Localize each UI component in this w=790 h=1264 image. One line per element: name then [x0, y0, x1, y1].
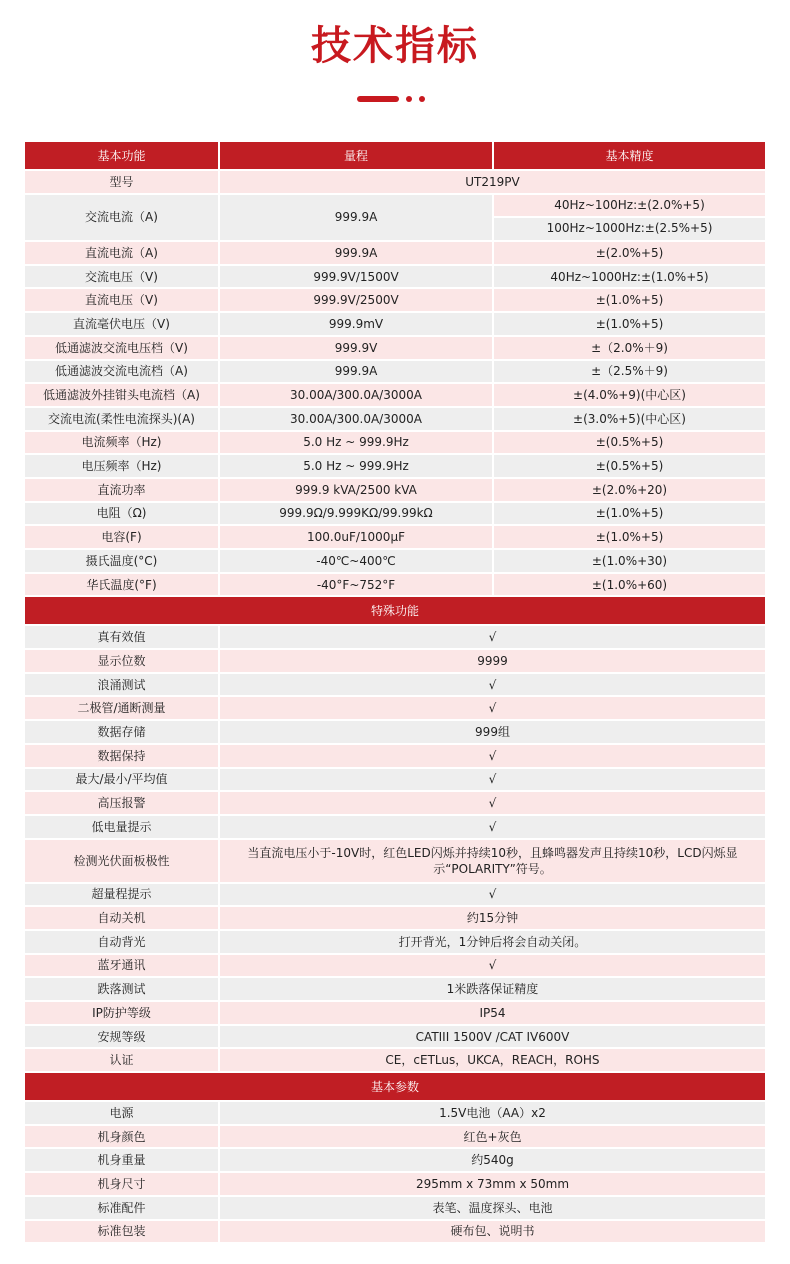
row-label: 跌落测试 — [25, 978, 218, 1000]
row-label: 电压频率（Hz) — [25, 455, 218, 477]
row-range: 100.0uF/1000μF — [220, 526, 492, 548]
header-accuracy: 基本精度 — [494, 142, 765, 169]
table-row — [25, 242, 765, 264]
row-value: 1.5V电池（AA）x2 — [220, 1102, 765, 1124]
row-accuracy: ±(1.0%+60) — [494, 574, 765, 596]
table-row — [25, 479, 765, 501]
table-row — [25, 1126, 765, 1148]
table-row — [25, 907, 765, 929]
section-heading: 特殊功能 — [25, 597, 765, 624]
table-row — [25, 1102, 765, 1124]
decoration-dot — [419, 96, 425, 102]
table-row — [25, 769, 765, 791]
row-label: 机身颜色 — [25, 1126, 218, 1148]
table-row — [25, 432, 765, 454]
row-range: 999.9V/1500V — [220, 266, 492, 288]
row-label: 低通滤波外挂钳头电流档（A) — [25, 384, 218, 406]
row-value: 硬布包、说明书 — [220, 1221, 765, 1243]
row-label: 真有效值 — [25, 626, 218, 648]
row-label: 数据保持 — [25, 745, 218, 767]
row-label: 数据存储 — [25, 721, 218, 743]
table-row — [25, 384, 765, 406]
row-label: 交流电压（V) — [25, 266, 218, 288]
row-value: √ — [220, 626, 765, 648]
row-range: 999.9Ω/9.999KΩ/99.99kΩ — [220, 503, 492, 525]
row-accuracy: ±(3.0%+5)(中心区) — [494, 408, 765, 430]
row-label: 直流功率 — [25, 479, 218, 501]
row-label: 电阻（Ω) — [25, 503, 218, 525]
row-value: 1米跌落保证精度 — [220, 978, 765, 1000]
table-header — [25, 142, 765, 169]
header-function: 基本功能 — [25, 142, 218, 169]
row-label: 电流频率（Hz) — [25, 432, 218, 454]
row-value: CATIII 1500V /CAT IV600V — [220, 1026, 765, 1048]
row-label: 华氏温度(°F) — [25, 574, 218, 596]
row-label: 自动背光 — [25, 931, 218, 953]
row-value: √ — [220, 769, 765, 791]
row-value: IP54 — [220, 1002, 765, 1024]
table-row-ac-current — [25, 195, 765, 240]
row-value: √ — [220, 674, 765, 696]
table-row — [25, 408, 765, 430]
row-label: 标准配件 — [25, 1197, 218, 1219]
row-range: 999.9A — [220, 242, 492, 264]
table-row — [25, 1026, 765, 1048]
table-row-model — [25, 171, 765, 193]
row-range: 5.0 Hz ~ 999.9Hz — [220, 455, 492, 477]
row-range: 999.9V/2500V — [220, 289, 492, 311]
spec-table — [23, 140, 767, 1244]
table-row — [25, 721, 765, 743]
row-label: 最大/最小/平均值 — [25, 769, 218, 791]
row-value: CE，cETLus，UKCA，REACH，ROHS — [220, 1049, 765, 1071]
row-label: 超量程提示 — [25, 884, 218, 906]
row-range: 30.00A/300.0A/3000A — [220, 408, 492, 430]
row-label: 机身重量 — [25, 1149, 218, 1171]
row-accuracy: ±(1.0%+5) — [494, 526, 765, 548]
row-range: 999.9A — [220, 361, 492, 383]
table-row — [25, 1173, 765, 1195]
row-value: UT219PV — [220, 171, 765, 193]
row-accuracy: ±（2.0%＋9) — [494, 337, 765, 359]
row-label: 交流电流(柔性电流探头)(A) — [25, 408, 218, 430]
row-label: 电容(F) — [25, 526, 218, 548]
row-label: 认证 — [25, 1049, 218, 1071]
row-accuracy: ±(2.0%+5) — [494, 242, 765, 264]
decoration-dot — [406, 96, 412, 102]
row-label: 电源 — [25, 1102, 218, 1124]
row-range: 999.9 kVA/2500 kVA — [220, 479, 492, 501]
row-value: 9999 — [220, 650, 765, 672]
row-label: 交流电流（A) — [25, 195, 218, 240]
section-special-functions — [25, 597, 765, 624]
row-label: 标准包装 — [25, 1221, 218, 1243]
row-accuracy: 40Hz~1000Hz:±(1.0%+5) — [494, 266, 765, 288]
table-row — [25, 313, 765, 335]
row-label: 直流毫伏电压（V) — [25, 313, 218, 335]
spec-body — [25, 171, 765, 1242]
row-range: 30.00A/300.0A/3000A — [220, 384, 492, 406]
row-value: 红色+灰色 — [220, 1126, 765, 1148]
accuracy-low-freq: 40Hz~100Hz:±(2.0%+5) — [494, 195, 765, 219]
row-accuracy: ±(1.0%+5) — [494, 289, 765, 311]
table-row — [25, 526, 765, 548]
table-row — [25, 816, 765, 838]
row-value: 295mm x 73mm x 50mm — [220, 1173, 765, 1195]
row-accuracy: ±(0.5%+5) — [494, 432, 765, 454]
section-heading: 基本参数 — [25, 1073, 765, 1100]
row-accuracy: ±(2.0%+20) — [494, 479, 765, 501]
row-label: 检测光伏面板极性 — [25, 840, 218, 882]
row-accuracy: ±（2.5%＋9) — [494, 361, 765, 383]
row-range: -40°F~752°F — [220, 574, 492, 596]
row-label: 机身尺寸 — [25, 1173, 218, 1195]
table-row — [25, 503, 765, 525]
row-value: 表笔、温度探头、电池 — [220, 1197, 765, 1219]
table-row — [25, 745, 765, 767]
row-label: 直流电压（V) — [25, 289, 218, 311]
row-range: -40℃~400℃ — [220, 550, 492, 572]
table-row — [25, 574, 765, 596]
table-row — [25, 1049, 765, 1071]
row-range: 999.9V — [220, 337, 492, 359]
row-label: 二极管/通断测量 — [25, 697, 218, 719]
row-label: 蓝牙通讯 — [25, 955, 218, 977]
row-value: 打开背光，1分钟后将会自动关闭。 — [220, 931, 765, 953]
row-accuracy: ±(1.0%+30) — [494, 550, 765, 572]
row-accuracy: ±(1.0%+5) — [494, 313, 765, 335]
row-label: 低通滤波交流电压档（V) — [25, 337, 218, 359]
table-row — [25, 792, 765, 814]
table-row — [25, 650, 765, 672]
table-row — [25, 1197, 765, 1219]
row-value: 999组 — [220, 721, 765, 743]
table-row — [25, 978, 765, 1000]
table-row — [25, 1221, 765, 1243]
row-value: √ — [220, 697, 765, 719]
table-row — [25, 361, 765, 383]
row-label: 低电量提示 — [25, 816, 218, 838]
row-value: 约15分钟 — [220, 907, 765, 929]
table-row — [25, 955, 765, 977]
row-label: 安规等级 — [25, 1026, 218, 1048]
row-value: √ — [220, 955, 765, 977]
row-label: IP防护等级 — [25, 1002, 218, 1024]
table-row — [25, 697, 765, 719]
row-label: 自动关机 — [25, 907, 218, 929]
row-value: 当直流电压小于-10V时，红色LED闪烁并持续10秒，且蜂鸣器发声且持续10秒，LCD闪烁显示“POLARITY”符号。 — [220, 840, 765, 882]
row-value: 约540g — [220, 1149, 765, 1171]
decoration-bar — [357, 96, 399, 102]
table-row — [25, 626, 765, 648]
page-title: 技术指标 — [311, 23, 479, 69]
row-range: 5.0 Hz ~ 999.9Hz — [220, 432, 492, 454]
accuracy-high-freq: 100Hz~1000Hz:±(2.5%+5) — [494, 218, 765, 240]
row-value: √ — [220, 792, 765, 814]
table-row — [25, 289, 765, 311]
table-row — [25, 1002, 765, 1024]
row-label: 浪涌测试 — [25, 674, 218, 696]
row-range: 999.9A — [220, 195, 492, 240]
row-range: 999.9mV — [220, 313, 492, 335]
table-row — [25, 550, 765, 572]
table-row — [25, 1149, 765, 1171]
table-row-polarity — [25, 840, 765, 882]
row-accuracy: ±(4.0%+9)(中心区) — [494, 384, 765, 406]
row-value: √ — [220, 816, 765, 838]
table-row — [25, 931, 765, 953]
row-accuracy: ±(0.5%+5) — [494, 455, 765, 477]
row-accuracy: ±(1.0%+5) — [494, 503, 765, 525]
row-label: 摄氏温度(°C) — [25, 550, 218, 572]
row-accuracy-split — [494, 195, 765, 240]
row-value: √ — [220, 884, 765, 906]
table-row — [25, 884, 765, 906]
table-row — [25, 455, 765, 477]
table-row — [25, 674, 765, 696]
table-row — [25, 266, 765, 288]
row-label: 显示位数 — [25, 650, 218, 672]
row-label: 高压报警 — [25, 792, 218, 814]
header-range: 量程 — [220, 142, 492, 169]
row-value: √ — [220, 745, 765, 767]
row-label: 型号 — [25, 171, 218, 193]
row-label: 直流电流（A) — [25, 242, 218, 264]
row-label: 低通滤波交流电流档（A) — [25, 361, 218, 383]
section-basic-parameters — [25, 1073, 765, 1100]
table-row — [25, 337, 765, 359]
